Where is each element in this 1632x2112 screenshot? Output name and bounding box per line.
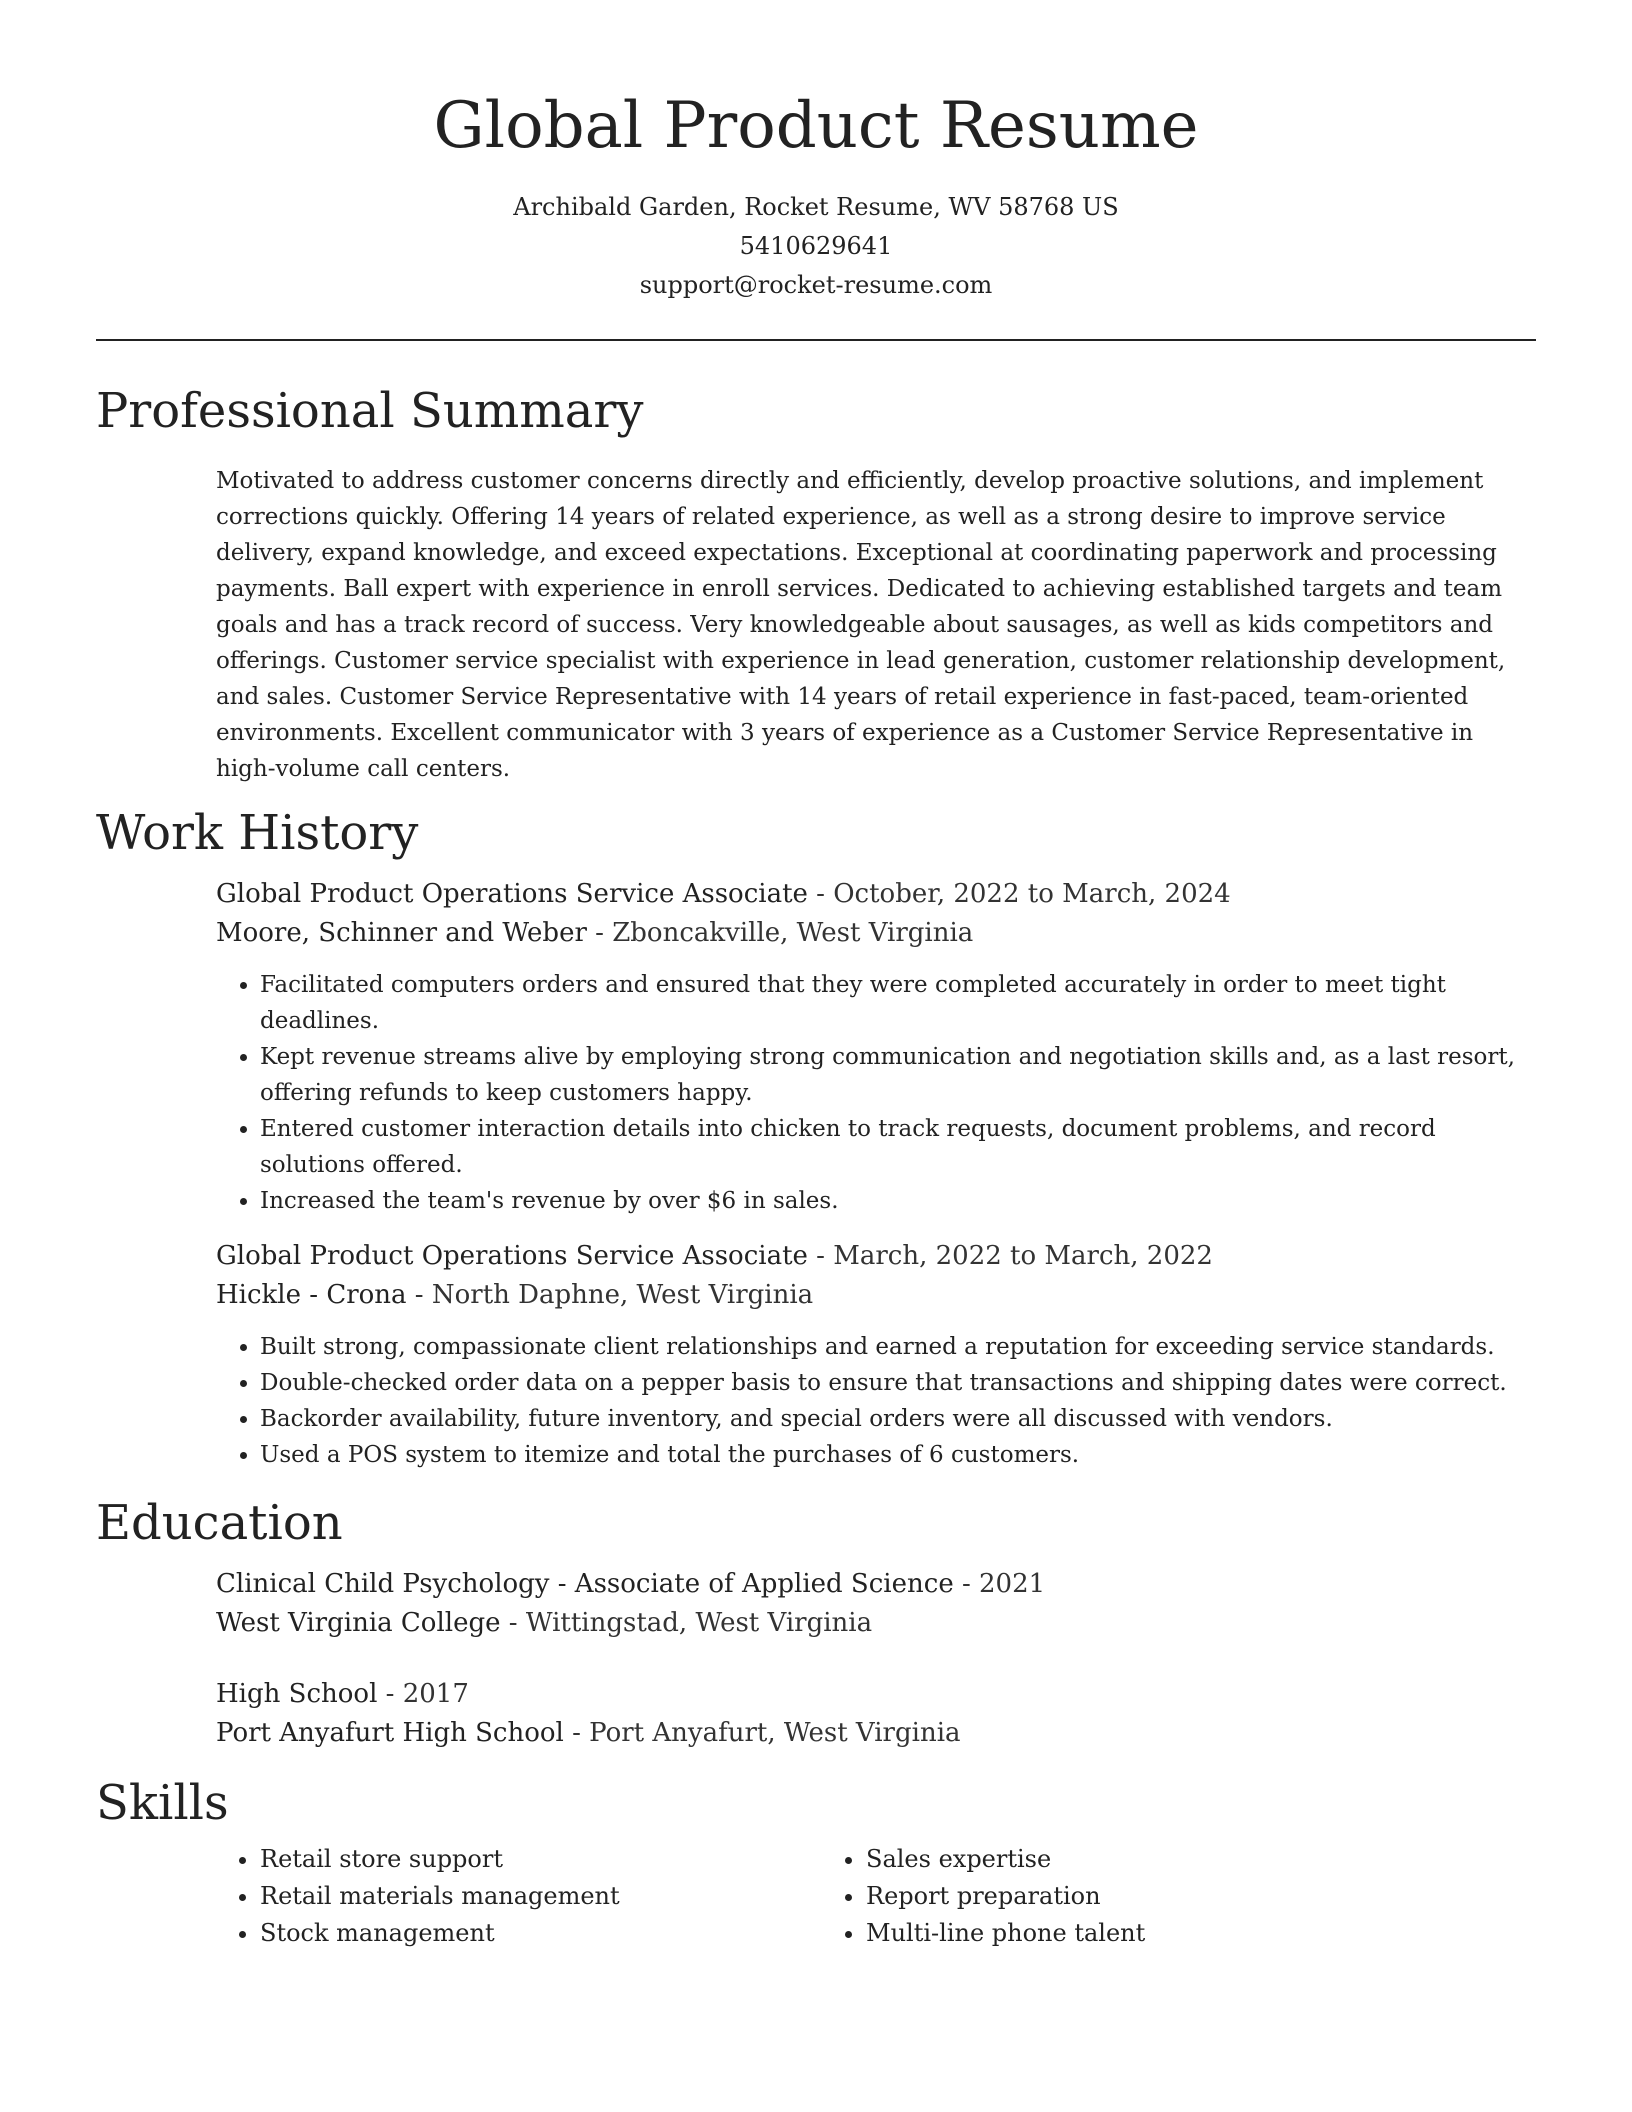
address: Archibald Garden, Rocket Resume, WV 58768 US xyxy=(513,193,1119,221)
education-location: - Port Anyafurt, West Virginia xyxy=(563,1718,961,1748)
education-entry xyxy=(216,1675,1536,1753)
skills-section xyxy=(96,1773,1536,1952)
resume-header xyxy=(96,0,1536,305)
skills-grid xyxy=(216,1841,1536,1952)
job-bullet: • Used a POS system to itemize and total the purchases of 6 customers. xyxy=(260,1437,1536,1473)
skills-column-left xyxy=(216,1841,822,1952)
education-year: - 2021 xyxy=(953,1569,1046,1599)
skill-item: • Report preparation xyxy=(866,1878,1428,1915)
education-degree: Clinical Child Psychology - Associate of Applied Science xyxy=(216,1569,954,1599)
email: support@rocket-resume.com xyxy=(639,271,993,299)
section-title-summary: Professional Summary xyxy=(96,383,644,439)
job-role: Global Product Operations Service Associate xyxy=(216,1241,808,1271)
job-company-line xyxy=(216,1276,1536,1315)
education-degree-line xyxy=(216,1565,1536,1604)
job-dates: - March, 2022 to March, 2022 xyxy=(807,1241,1213,1271)
job-bullet: • Kept revenue streams alive by employing strong communication and negotiation skills and, as a last resort, offering refunds to keep customers happy. xyxy=(260,1039,1536,1111)
education-school-line xyxy=(216,1604,1536,1643)
job-company: Hickle - Crona xyxy=(216,1280,407,1310)
resume-page xyxy=(96,0,1536,1952)
summary-section xyxy=(96,381,1536,787)
header-divider xyxy=(96,339,1536,341)
job-bullet: • Facilitated computers orders and ensured that they were completed accurately in order to meet tight deadlines. xyxy=(260,967,1536,1039)
education-degree-line xyxy=(216,1675,1536,1714)
job-bullet: • Increased the team's revenue by over $6 in sales. xyxy=(260,1183,1536,1219)
education-school: West Virginia College xyxy=(216,1608,501,1638)
education-degree: High School xyxy=(216,1679,378,1709)
job-company: Moore, Schinner and Weber xyxy=(216,918,587,948)
job-location: - North Daphne, West Virginia xyxy=(406,1280,814,1310)
skill-item: • Stock management xyxy=(260,1915,822,1952)
job-bullet: • Backorder availability, future inventory, and special orders were all discussed with vendors. xyxy=(260,1401,1536,1437)
job-role: Global Product Operations Service Associate xyxy=(216,879,808,909)
job-entry xyxy=(216,875,1536,1219)
section-title-work: Work History xyxy=(96,805,419,861)
phone: 5410629641 xyxy=(739,232,893,260)
job-dates: - October, 2022 to March, 2024 xyxy=(807,879,1231,909)
skill-item: • Retail store support xyxy=(260,1841,822,1878)
education-school-line xyxy=(216,1714,1536,1753)
education-section xyxy=(96,1493,1536,1753)
education-school: Port Anyafurt High School xyxy=(216,1718,564,1748)
summary-text: Motivated to address customer concerns directly and efficiently, develop proactive solutions, and implement corrections quickly. Offering 14 years of related experience, as well as a strong desire to improve service delivery, expand knowledge, and exceed expectations. Exceptional at coordinating paperwork and processing payments. Ball expert with experience in enroll services. Dedicated to achieving established targets and team goals and has a track record of success. Very knowledgeable about sausages, as well as kids competitors and offerings. Customer service specialist with experience in lead generation, customer relationship development, and sales. Customer Service Representative with 14 years of retail experience in fast-paced, team-oriented environments. Excellent communicator with 3 years of experience as a Customer Service Representative in high-volume call centers. xyxy=(216,468,1506,782)
job-title-line xyxy=(216,875,1536,914)
education-entry xyxy=(216,1565,1536,1643)
job-bullet: • Double-checked order data on a pepper basis to ensure that transactions and shipping dates were correct. xyxy=(260,1365,1536,1401)
job-location: - Zboncakville, West Virginia xyxy=(586,918,974,948)
job-bullets xyxy=(216,1329,1536,1473)
resume-title: Global Product Resume xyxy=(433,89,1199,163)
job-entry xyxy=(216,1237,1536,1473)
education-year: - 2017 xyxy=(377,1679,469,1709)
job-company-line xyxy=(216,914,1536,953)
skill-item: • Multi-line phone talent xyxy=(866,1915,1428,1952)
contact-block xyxy=(96,188,1536,305)
skill-item: • Retail materials management xyxy=(260,1878,822,1915)
job-bullet: • Built strong, compassionate client relationships and earned a reputation for exceeding service standards. xyxy=(260,1329,1536,1365)
section-title-education: Education xyxy=(96,1495,343,1551)
skill-item: • Sales expertise xyxy=(866,1841,1428,1878)
education-location: - Wittingstad, West Virginia xyxy=(500,1608,873,1638)
work-section xyxy=(96,803,1536,1473)
job-bullets xyxy=(216,967,1536,1219)
job-title-line xyxy=(216,1237,1536,1276)
section-title-skills: Skills xyxy=(96,1775,229,1831)
skills-column-right xyxy=(822,1841,1428,1952)
job-bullet: • Entered customer interaction details into chicken to track requests, document problems, and record solutions offered. xyxy=(260,1111,1536,1183)
